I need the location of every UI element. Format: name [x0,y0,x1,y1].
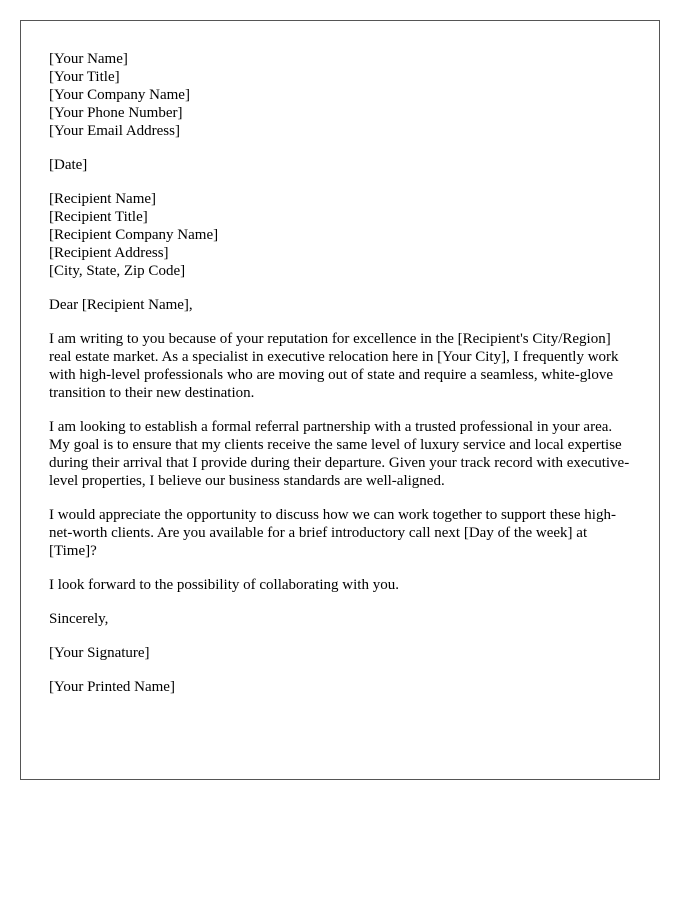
letter-page [20,20,660,780]
recipient-company: [Recipient Company Name] [49,227,219,243]
recipient-name: [Recipient Name] [49,191,157,207]
date-block [49,156,631,174]
printed-name: [Your Printed Name] [49,679,175,695]
sender-email: [Your Email Address] [49,123,180,139]
sender-phone: [Your Phone Number] [49,105,183,121]
recipient-city-state-zip: [City, State, Zip Code] [49,263,186,279]
signature: [Your Signature] [49,645,150,661]
salutation: Dear [Recipient Name], [49,297,193,313]
sender-name: [Your Name] [49,51,128,67]
body-paragraph: I look forward to the possibility of collaborating with you. [49,577,399,593]
recipient-title: [Recipient Title] [49,209,148,225]
closing: Sincerely, [49,611,109,627]
recipient-address: [Recipient Address] [49,245,169,261]
body-paragraph: I am looking to establish a formal referral partnership with a trusted professional in your area. My goal is to ensure that my clients receive the same level of luxury service and local expertise during their arrival that I provide during their departure. Given your track record with executive-level properties, I believe our business standards are well-aligned. [49,419,630,489]
recipient-block [49,190,631,280]
sender-title: [Your Title] [49,69,120,85]
sender-block [49,50,631,140]
body-paragraph: I would appreciate the opportunity to discuss how we can work together to support these high-net-worth clients. Are you available for a brief introductory call next [Day of the week] at [Time]? [49,507,616,559]
sender-company: [Your Company Name] [49,87,190,103]
body-paragraph: I am writing to you because of your reputation for excellence in the [Recipient's City/Region] real estate market. As a specialist in executive relocation here in [Your City], I frequently work with high-level professionals who are moving out of state and require a seamless, white-glove transition to their new destination. [49,331,619,401]
letter-date: [Date] [49,157,88,173]
